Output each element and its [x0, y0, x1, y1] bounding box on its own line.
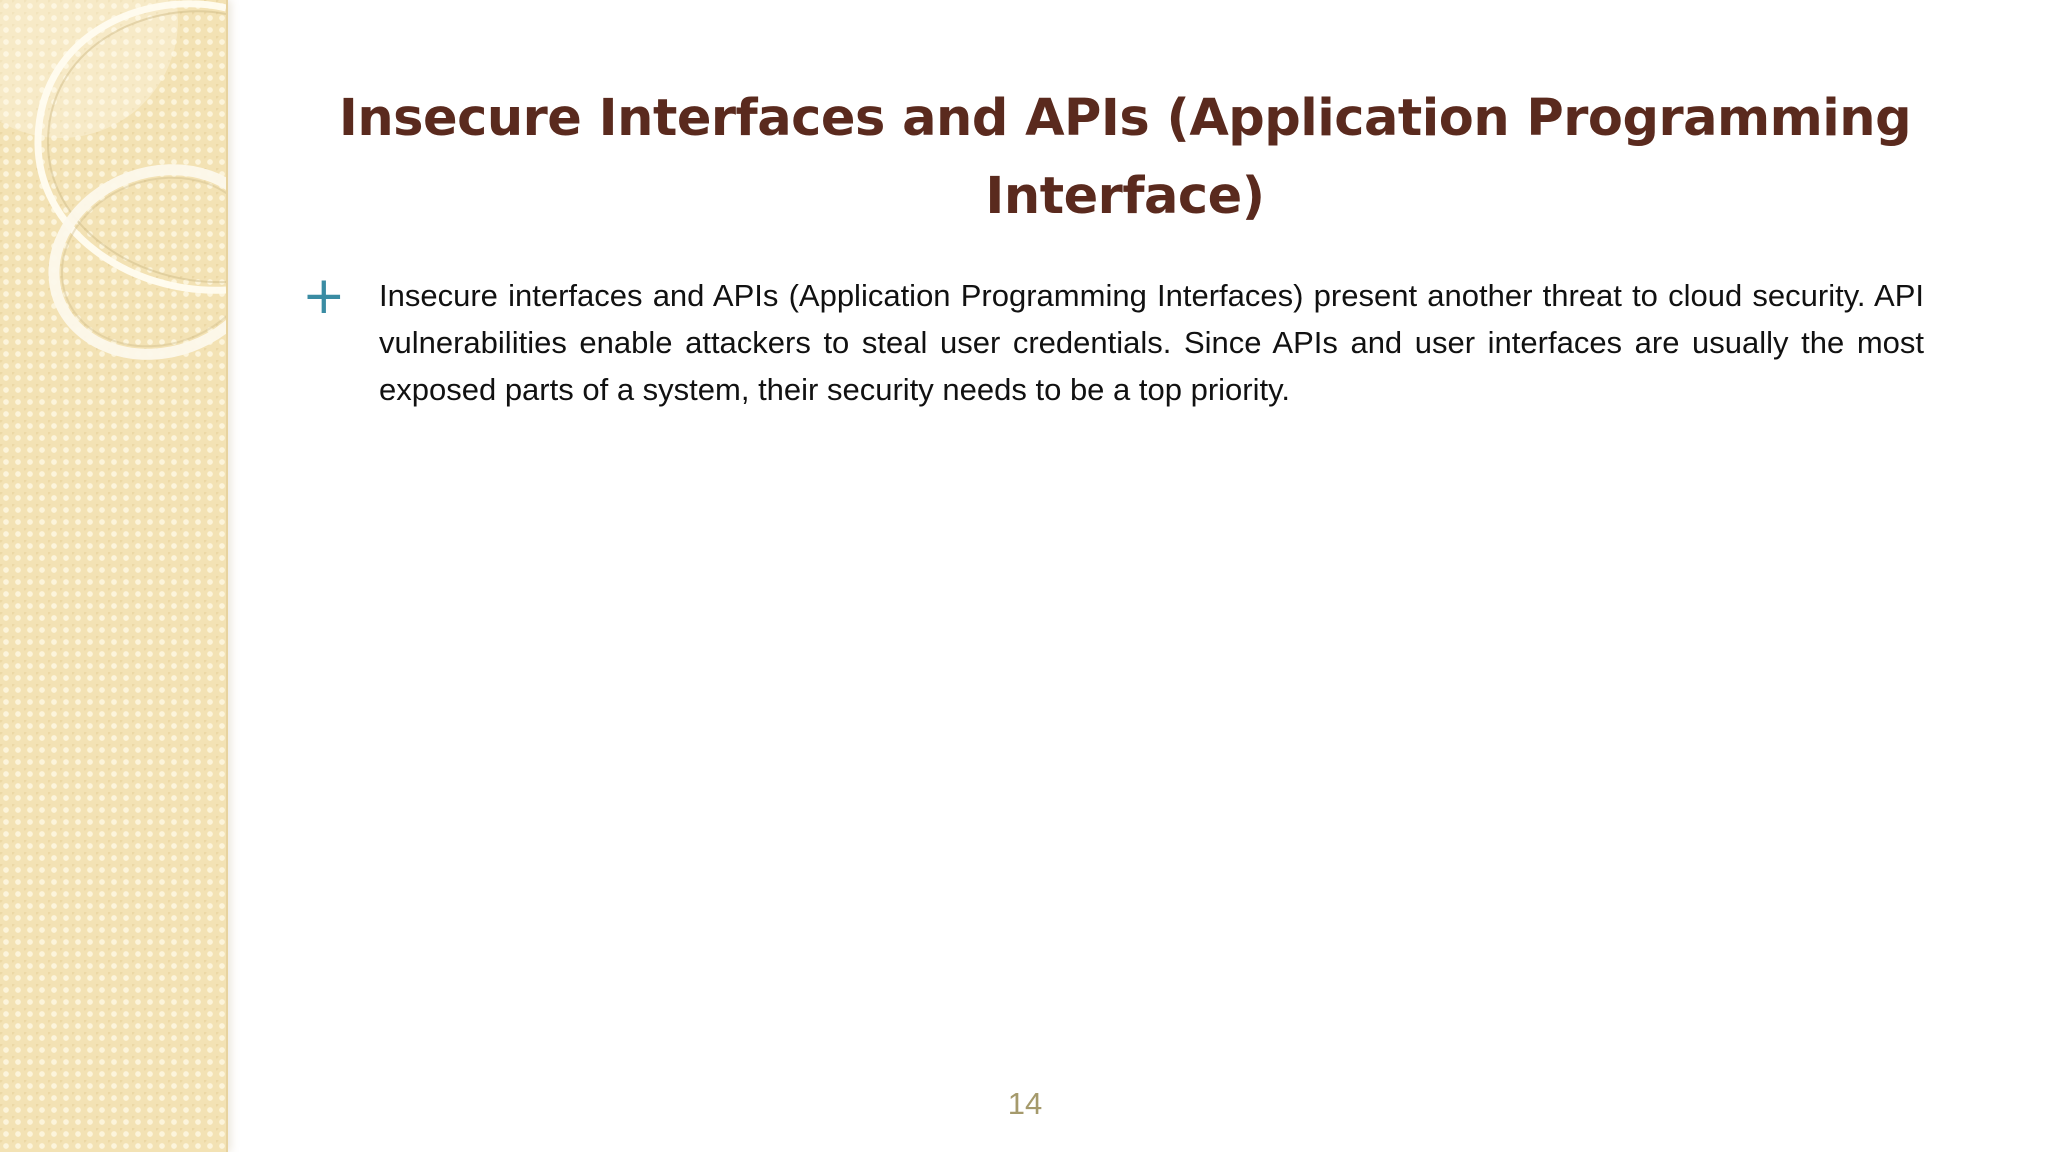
bullet-text: Insecure interfaces and APIs (Application Programming Interfaces) present another threat to cloud security. API vulnerabilities enable attackers to steal user credentials. Since APIs and user interfaces are usually the most exposed parts of a system, their security needs to be a top priority.	[379, 278, 1924, 407]
page-number: 14	[1007, 1086, 1043, 1121]
decorative-rings-graphic	[0, 0, 226, 400]
decorative-side-panel	[0, 0, 228, 1152]
slide-title: Insecure Interfaces and APIs (Application Programming Interface)	[338, 89, 1912, 226]
plus-icon: +	[302, 266, 346, 326]
